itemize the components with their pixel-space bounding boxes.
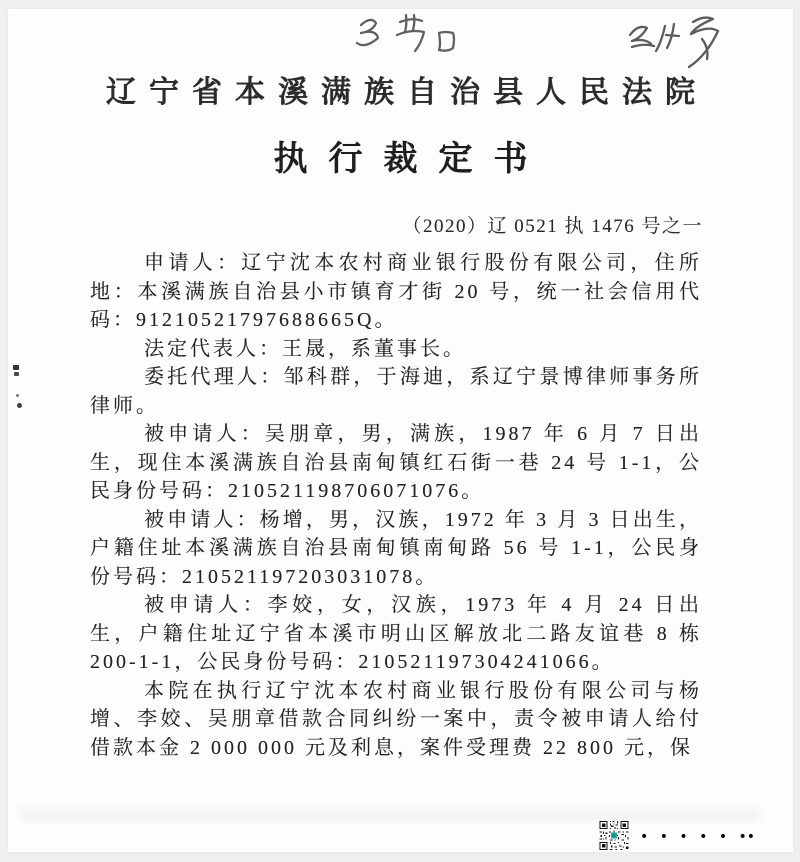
paragraph-respondent-1: 被申请人：吴朋章，男，满族，1987 年 6 月 7 日出生，现住本溪满族自治县南甸镇红石街一巷 24 号 1-1，公民身份号码：210521198706071076。 xyxy=(90,423,702,502)
court-name: 辽宁省本溪满族自治县人民法院 xyxy=(106,76,708,109)
paragraph-case-summary: 本院在执行辽宁沈本农村商业银行股份有限公司与杨增、李姣、吴朋章借款合同纠纷一案中，责令被申请人给付借款本金 2 000 000 元及利息，案件受理费 22 800 元，保 xyxy=(90,679,702,759)
document-title: 执行裁定书 xyxy=(273,141,549,178)
paragraph-respondent-3: 被申请人：李姣，女，汉族，1973 年 4 月 24 日出生，户籍住址辽宁省本溪市明山区解放北二路友谊巷 8 栋 200-1-1，公民身份号码：210521197304241066。 xyxy=(90,594,702,673)
paragraph-applicant: 申请人：辽宁沈本农村商业银行股份有限公司，住所地：本溪满族自治县小市镇育才街 20 号，统一社会信用代码：91210521797688665Q。 xyxy=(90,252,702,331)
paragraph-agents: 委托代理人：邹科群，于海迪，系辽宁景博律师事务所律师。 xyxy=(90,366,702,417)
paragraph-legal-rep: 法定代表人：王晟，系董事长。 xyxy=(144,337,466,360)
case-number: （2020）辽 0521 执 1476 号之一 xyxy=(402,216,703,237)
ink-speck xyxy=(13,365,19,370)
ink-speck xyxy=(14,372,19,376)
document-body xyxy=(90,249,702,762)
handwritten-annotation-left xyxy=(343,9,503,64)
footer-strip xyxy=(597,821,755,850)
qr-code xyxy=(597,821,631,850)
footer-dots: • • • • • •• xyxy=(640,828,756,845)
paragraph-respondent-2: 被申请人：杨增，男，汉族，1972 年 3 月 3 日出生，户籍住址本溪满族自治县南甸镇南甸路 56 号 1-1，公民身份号码：210521197203031078。 xyxy=(90,508,702,588)
ink-speck xyxy=(16,394,19,397)
document-page xyxy=(8,9,793,852)
ink-speck xyxy=(17,403,22,408)
scan-shadow xyxy=(20,806,760,821)
